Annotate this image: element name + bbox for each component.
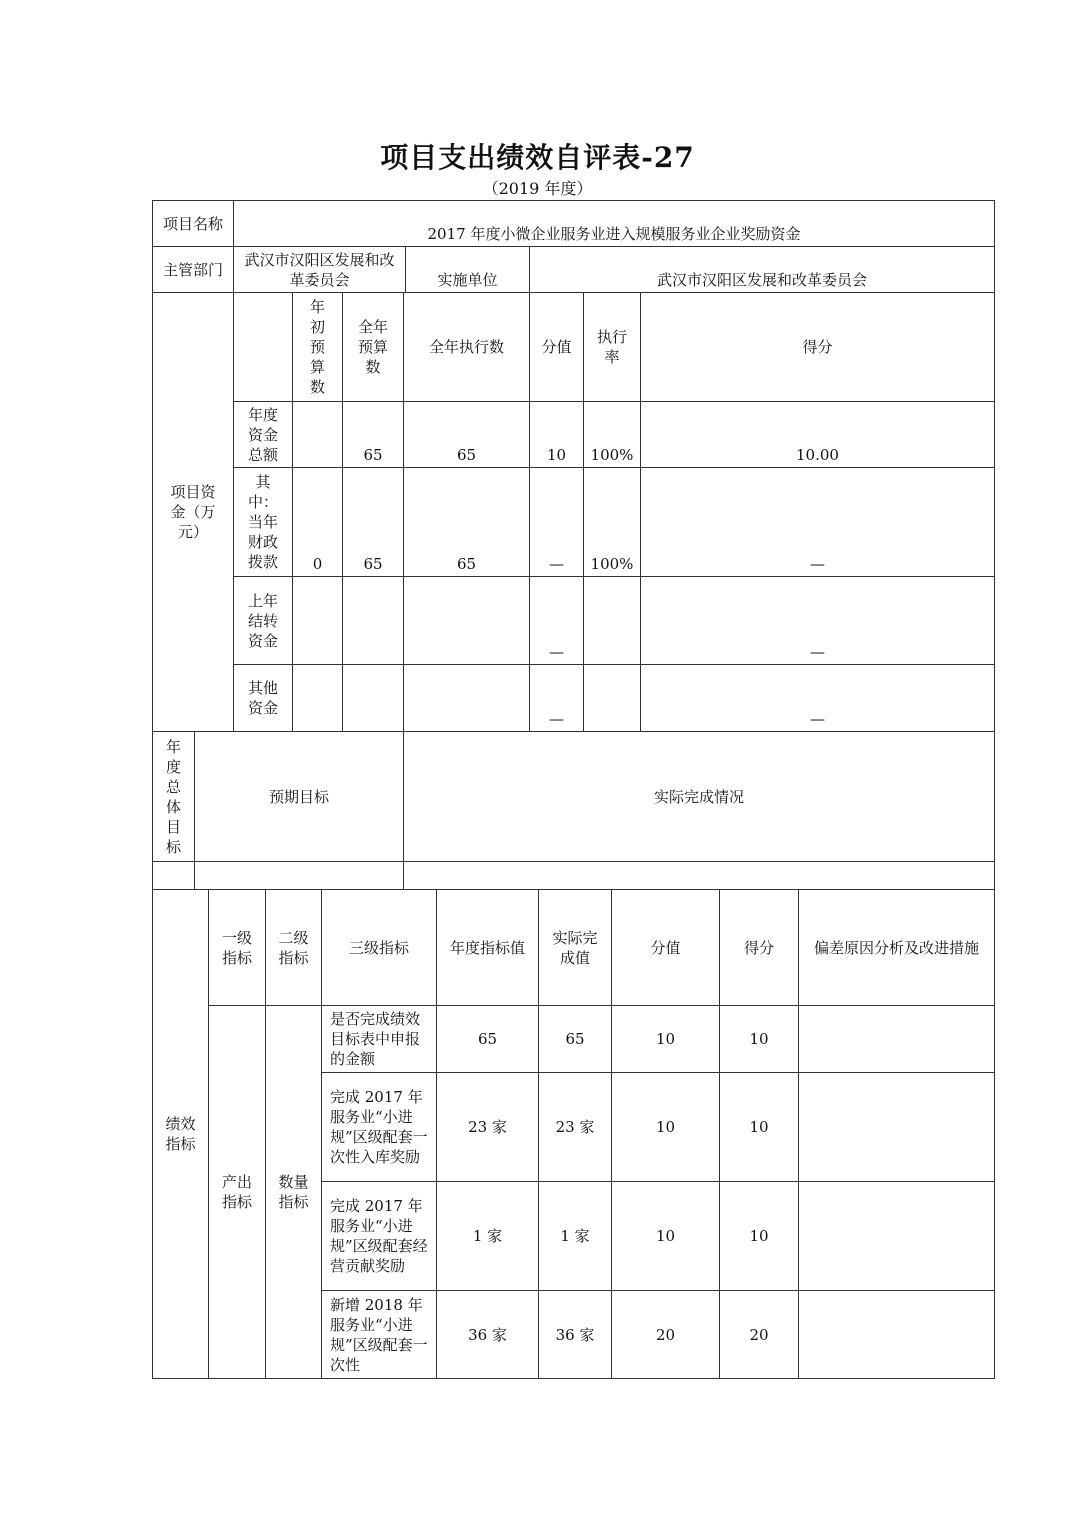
funds-cell-score: — bbox=[810, 710, 825, 728]
perf-l1-value: 产出指标 bbox=[221, 1173, 252, 1211]
funds-cell-initial bbox=[293, 665, 342, 731]
perf-header-l3: 三级指标 bbox=[348, 938, 409, 957]
project-name-label: 项目名称 bbox=[162, 214, 223, 233]
perf-row-l3: 完成 2017 年服务业“小进规”区级配套一次性入库奖励 bbox=[330, 1088, 428, 1166]
goals-expected-header: 预期目标 bbox=[268, 787, 329, 806]
perf-row-score-value: 10 bbox=[655, 1118, 676, 1136]
funds-cell-exec: 65 bbox=[456, 446, 477, 464]
dept-value: 武汉市汉阳区发展和改革委员会 bbox=[244, 250, 395, 289]
goals-label: 年度总体目标 bbox=[166, 737, 182, 856]
funds-cell-score: — bbox=[810, 643, 825, 661]
header-exec-rate: 执行率 bbox=[596, 328, 627, 366]
perf-row-score-value: 20 bbox=[655, 1325, 676, 1344]
funds-cell-initial bbox=[293, 577, 342, 664]
page-subtitle-year: （2019 年度） bbox=[482, 179, 593, 198]
header-full-budget: 全年预算数 bbox=[357, 318, 388, 376]
perf-header-l2: 二级指标 bbox=[278, 928, 309, 967]
perf-row-score: 20 bbox=[749, 1325, 769, 1344]
perf-row-actual: 23 家 bbox=[555, 1118, 595, 1136]
perf-header-target: 年度指标值 bbox=[449, 938, 525, 957]
funds-cell-exec bbox=[404, 577, 529, 664]
funds-cell-score-value: — bbox=[549, 710, 564, 728]
goals-actual-header: 实际完成情况 bbox=[653, 787, 744, 806]
funds-cell-exec bbox=[404, 665, 529, 731]
impl-value: 武汉市汉阳区发展和改革委员会 bbox=[656, 271, 867, 289]
funds-cell-score: 10.00 bbox=[796, 446, 839, 464]
funds-cell-full: 65 bbox=[363, 555, 383, 573]
header-exec: 全年执行数 bbox=[428, 338, 504, 356]
perf-row-actual: 1 家 bbox=[560, 1227, 590, 1245]
funds-row-label: 其他资金 bbox=[247, 679, 278, 717]
funds-cell-rate bbox=[584, 577, 640, 664]
perf-header-actual: 实际完成值 bbox=[552, 928, 598, 967]
perf-row-score: 10 bbox=[749, 1227, 769, 1245]
funds-cell-rate bbox=[584, 665, 640, 731]
perf-row-score-value: 10 bbox=[655, 1030, 676, 1048]
page-title: 项目支出绩效自评表-27 bbox=[380, 141, 695, 174]
dept-label: 主管部门 bbox=[162, 260, 223, 279]
perf-row-score: 10 bbox=[749, 1030, 769, 1048]
perf-header-score-value: 分值 bbox=[650, 938, 681, 957]
perf-row-target: 1 家 bbox=[472, 1227, 503, 1245]
perf-label: 绩效指标 bbox=[165, 1115, 196, 1153]
perf-header-score: 得分 bbox=[743, 938, 774, 957]
funds-row-label: 其中：当年财政拨款 bbox=[247, 473, 278, 571]
funds-cell-full bbox=[343, 577, 403, 664]
funds-cell-score-value: — bbox=[549, 643, 564, 661]
project-name-value: 2017 年度小微企业服务业进入规模服务业企业奖励资金 bbox=[427, 225, 801, 243]
header-score-value: 分值 bbox=[541, 338, 572, 356]
perf-row-l3: 是否完成绩效目标表中申报的金额 bbox=[330, 1010, 421, 1068]
perf-row-target: 23 家 bbox=[468, 1118, 507, 1136]
perf-row-target: 36 家 bbox=[468, 1325, 507, 1344]
funds-cell-initial: 0 bbox=[312, 555, 323, 573]
perf-row-actual: 65 bbox=[565, 1030, 585, 1048]
header-initial-budget: 年初预算数 bbox=[309, 298, 325, 396]
perf-row-target: 65 bbox=[477, 1030, 498, 1048]
funds-cell-full bbox=[343, 665, 403, 731]
funds-cell-initial bbox=[293, 402, 342, 467]
funds-cell-rate: 100% bbox=[590, 446, 634, 464]
funds-label: 项目资金（万元） bbox=[170, 483, 216, 541]
funds-cell-score-value: — bbox=[549, 555, 564, 573]
perf-header-analysis: 偏差原因分析及改进措施 bbox=[813, 938, 979, 957]
perf-row-score-value: 10 bbox=[655, 1227, 676, 1245]
perf-row-score: 10 bbox=[749, 1118, 769, 1136]
funds-cell-full: 65 bbox=[363, 446, 383, 464]
funds-row-label: 上年结转资金 bbox=[247, 591, 278, 650]
perf-header-l1: 一级指标 bbox=[221, 928, 252, 967]
header-score: 得分 bbox=[802, 338, 833, 356]
perf-row-actual: 36 家 bbox=[555, 1325, 595, 1344]
perf-l2-value: 数量指标 bbox=[278, 1173, 309, 1211]
funds-cell-score-value: 10 bbox=[546, 446, 567, 464]
funds-row-label: 年度资金总额 bbox=[247, 405, 278, 464]
perf-row-l3: 完成 2017 年服务业“小进规”区级配套经营贡献奖励 bbox=[330, 1197, 428, 1275]
funds-cell-rate: 100% bbox=[590, 555, 634, 573]
impl-label: 实施单位 bbox=[437, 271, 498, 289]
funds-cell-exec: 65 bbox=[456, 555, 477, 573]
perf-row-l3: 新增 2018 年服务业“小进规”区级配套一次性 bbox=[330, 1295, 428, 1374]
funds-cell-score: — bbox=[810, 555, 825, 573]
